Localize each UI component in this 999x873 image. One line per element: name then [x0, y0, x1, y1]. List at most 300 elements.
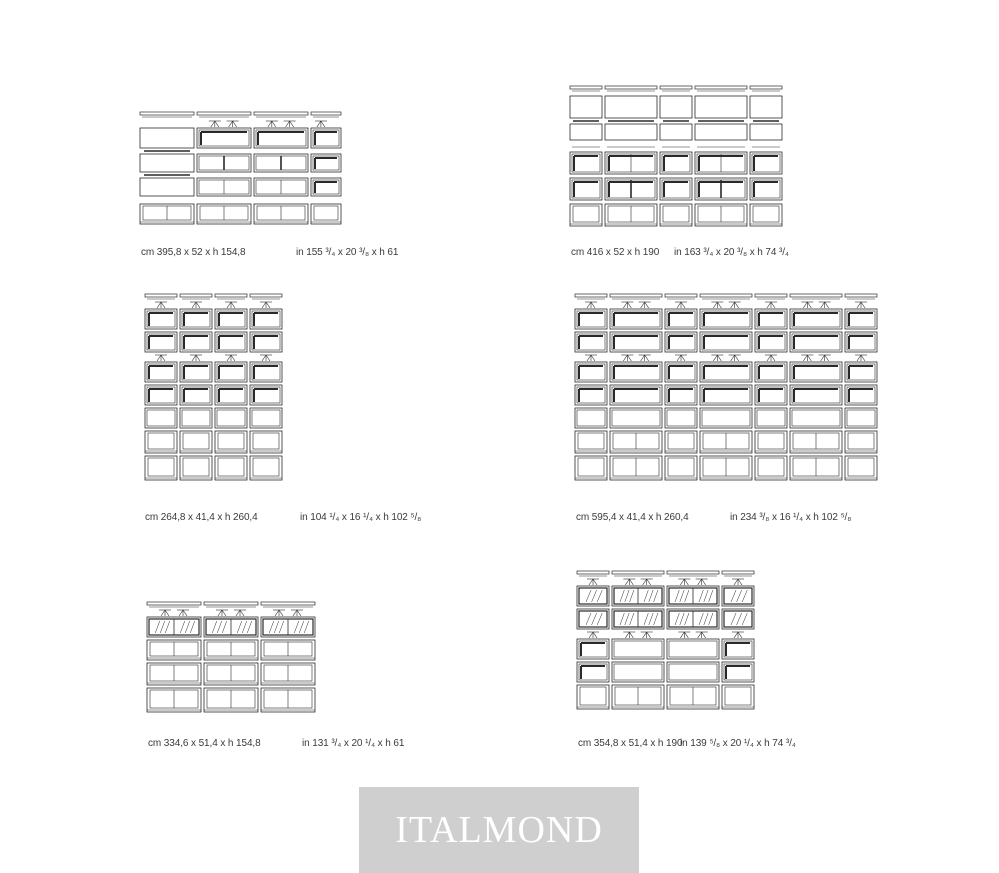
glass-hatch	[699, 613, 703, 625]
lamp-icon	[857, 302, 861, 308]
lamp-icon	[629, 579, 633, 585]
cabinet-module	[612, 639, 664, 659]
drawer-module	[218, 458, 244, 476]
lamp-icon	[731, 302, 735, 308]
glass-hatch	[242, 621, 247, 633]
top-rail	[250, 294, 282, 297]
drawer-module	[573, 206, 599, 222]
glass-hatch	[649, 613, 653, 625]
lamp-icon	[717, 302, 721, 308]
glass-hatch	[731, 613, 736, 625]
top-rail	[695, 86, 747, 89]
lamp-icon	[627, 355, 631, 361]
upper-panel	[750, 96, 782, 118]
cabinet-module	[700, 408, 752, 428]
cabinet-module	[667, 410, 695, 426]
top-rail	[610, 294, 662, 297]
glass-hatch	[592, 613, 597, 625]
elevation-drawing	[577, 571, 762, 724]
top-rail	[790, 294, 842, 297]
glass-hatch	[185, 621, 190, 633]
cabinet-module	[755, 408, 787, 428]
lamp-icon	[771, 355, 775, 361]
brand-logo	[359, 787, 639, 873]
glass-hatch	[155, 621, 160, 633]
lamp-icon	[821, 302, 825, 308]
glass-hatch	[685, 613, 689, 625]
lamp-icon	[735, 302, 739, 308]
configuration-1	[140, 110, 345, 230]
cabinet-module	[702, 410, 750, 426]
open-shelf	[140, 178, 194, 196]
drawer-module	[577, 685, 609, 709]
glass-hatch	[644, 613, 648, 625]
lamp-icon	[272, 121, 276, 127]
upper-panel	[605, 96, 657, 118]
lamp-icon	[713, 302, 717, 308]
lamp-icon	[229, 121, 233, 127]
lamp-icon	[589, 579, 593, 585]
drawer-module	[665, 456, 697, 480]
glass-cabinet	[722, 609, 754, 629]
top-rail	[197, 112, 251, 115]
lamp-icon	[641, 302, 645, 308]
lamp-icon	[183, 610, 187, 616]
lamp-icon	[713, 355, 717, 361]
glass-hatch	[630, 613, 634, 625]
drawer-module	[725, 687, 751, 705]
glass-hatch	[742, 613, 747, 625]
lamp-icon	[625, 579, 629, 585]
glass-hatch	[731, 590, 736, 602]
glass-hatch	[597, 590, 602, 602]
lamp-icon	[262, 302, 266, 308]
lamp-icon	[591, 302, 595, 308]
top-rail	[750, 86, 782, 89]
elevation-drawing	[147, 602, 317, 724]
drawer-module	[758, 458, 784, 476]
top-rail	[254, 112, 308, 115]
lamp-icon	[589, 632, 593, 638]
lamp-icon	[734, 579, 738, 585]
top-rail	[147, 602, 201, 605]
lamp-icon	[680, 579, 684, 585]
drawer-module	[578, 458, 604, 476]
glass-hatch	[304, 621, 309, 633]
drawer-module	[663, 206, 689, 222]
lamp-icon	[240, 610, 244, 616]
lamp-icon	[321, 121, 325, 127]
top-rail	[311, 112, 341, 115]
glass-hatch	[620, 590, 624, 602]
lamp-icon	[680, 632, 684, 638]
lamp-icon	[211, 121, 215, 127]
glass-hatch	[586, 613, 591, 625]
cabinet-module	[665, 408, 697, 428]
lamp-icon	[645, 302, 649, 308]
cabinet-module	[147, 410, 175, 426]
cabinet-module	[667, 639, 719, 659]
lamp-icon	[591, 355, 595, 361]
drawer-module	[665, 431, 697, 453]
lamp-icon	[681, 302, 685, 308]
lamp-icon	[196, 302, 200, 308]
glass-hatch	[180, 621, 185, 633]
lamp-icon	[266, 302, 270, 308]
elevation-drawing	[145, 294, 287, 499]
lamp-icon	[643, 632, 647, 638]
glass-cabinet	[579, 611, 607, 627]
drawer-module	[148, 458, 174, 476]
cabinet-module	[610, 408, 662, 428]
lamp-icon	[161, 355, 165, 361]
top-rail	[845, 294, 877, 297]
glass-hatch	[247, 621, 252, 633]
lamp-icon	[587, 355, 591, 361]
top-rail	[660, 86, 692, 89]
lamp-icon	[684, 632, 688, 638]
lamp-icon	[861, 355, 865, 361]
cabinet-module	[669, 641, 717, 657]
glass-hatch	[160, 621, 165, 633]
drawer-module	[183, 433, 209, 449]
lamp-icon	[803, 302, 807, 308]
cabinet-module	[847, 410, 875, 426]
dimensions-imperial: in 234 ³/₈ x 16 ¹/₄ x h 102 ⁵/₈	[730, 512, 852, 523]
drawer-module	[180, 456, 212, 480]
upper-panel	[695, 96, 747, 118]
drawer-module	[575, 456, 607, 480]
dimensions-imperial: in 131 ³/₄ x 20 ¹/₄ x h 61	[302, 738, 405, 749]
open-shelf	[140, 154, 194, 172]
cabinet-module	[252, 410, 280, 426]
glass-hatch	[654, 613, 658, 625]
cabinet-module	[757, 410, 785, 426]
drawer-module	[755, 456, 787, 480]
cabinet-module	[577, 410, 605, 426]
lamp-icon	[735, 355, 739, 361]
lamp-icon	[157, 302, 161, 308]
lamp-icon	[767, 355, 771, 361]
open-shelf	[140, 128, 194, 148]
dimensions-metric: cm 395,8 x 52 x h 154,8	[141, 247, 246, 258]
lamp-icon	[623, 355, 627, 361]
glass-hatch	[649, 590, 653, 602]
lamp-icon	[179, 610, 183, 616]
lamp-icon	[647, 579, 651, 585]
glass-hatch	[625, 590, 629, 602]
lamp-icon	[275, 610, 279, 616]
lamp-icon	[157, 355, 161, 361]
lamp-icon	[647, 632, 651, 638]
top-rail	[665, 294, 697, 297]
cabinet-module	[792, 410, 840, 426]
lamp-icon	[218, 610, 222, 616]
glass-hatch	[165, 621, 170, 633]
upper-panel	[695, 124, 747, 140]
lamp-icon	[236, 610, 240, 616]
dimensions-metric: cm 354,8 x 51,4 x h 190	[578, 738, 683, 749]
drawer-module	[578, 433, 604, 449]
cabinet-module	[790, 408, 842, 428]
lamp-icon	[803, 355, 807, 361]
lamp-icon	[317, 121, 321, 127]
lamp-icon	[641, 355, 645, 361]
glass-cabinet	[579, 588, 607, 604]
lamp-icon	[771, 302, 775, 308]
cabinet-module	[182, 410, 210, 426]
glass-hatch	[586, 590, 591, 602]
lamp-icon	[196, 355, 200, 361]
upper-panel	[660, 124, 692, 140]
glass-hatch	[699, 590, 703, 602]
glass-hatch	[704, 590, 708, 602]
cabinet-module	[215, 408, 247, 428]
lamp-icon	[161, 610, 165, 616]
dimensions-metric: cm 334,6 x 51,4 x h 154,8	[148, 738, 261, 749]
lamp-icon	[623, 302, 627, 308]
cabinet-module	[612, 410, 660, 426]
glass-hatch	[592, 590, 597, 602]
lamp-icon	[593, 632, 597, 638]
cabinet-module	[612, 662, 664, 682]
top-rail	[140, 112, 194, 115]
lamp-icon	[279, 610, 283, 616]
lamp-icon	[215, 121, 219, 127]
drawer-module	[570, 204, 602, 226]
glass-hatch	[625, 613, 629, 625]
drawer-module	[253, 433, 279, 449]
lamp-icon	[738, 579, 742, 585]
glass-hatch	[630, 590, 634, 602]
glass-hatch	[680, 613, 684, 625]
glass-cabinet	[577, 609, 609, 629]
drawer-module	[311, 204, 341, 224]
glass-hatch	[654, 590, 658, 602]
configuration-5	[147, 602, 317, 724]
glass-hatch	[597, 613, 602, 625]
lamp-icon	[192, 355, 196, 361]
cabinet-module	[669, 664, 717, 680]
glass-hatch	[190, 621, 195, 633]
top-rail	[755, 294, 787, 297]
glass-hatch	[675, 613, 679, 625]
glass-hatch	[212, 621, 217, 633]
glass-hatch	[274, 621, 279, 633]
drawer-module	[145, 456, 177, 480]
drawer-module	[668, 458, 694, 476]
drawer-module	[575, 431, 607, 453]
lamp-icon	[231, 302, 235, 308]
upper-panel	[605, 124, 657, 140]
glass-hatch	[222, 621, 227, 633]
lamp-icon	[734, 632, 738, 638]
glass-hatch	[685, 590, 689, 602]
dimensions-metric: cm 595,4 x 41,4 x h 260,4	[576, 512, 689, 523]
cabinet-module	[667, 662, 719, 682]
top-rail	[700, 294, 752, 297]
drawer-module	[668, 433, 694, 449]
lamp-icon	[698, 632, 702, 638]
drawer-module	[580, 687, 606, 705]
lamp-icon	[227, 355, 231, 361]
glass-hatch	[680, 590, 684, 602]
glass-hatch	[737, 613, 742, 625]
upper-panel	[660, 96, 692, 118]
lamp-icon	[702, 579, 706, 585]
dimensions-imperial: in 163 ³/₄ x 20 ³/₈ x h 74 ³/₄	[674, 247, 789, 258]
lamp-icon	[807, 302, 811, 308]
top-rail	[180, 294, 212, 297]
lamp-icon	[290, 121, 294, 127]
lamp-icon	[192, 302, 196, 308]
lamp-icon	[587, 302, 591, 308]
lamp-icon	[286, 121, 290, 127]
elevation-drawing	[570, 86, 790, 231]
configuration-3	[145, 294, 287, 499]
glass-hatch	[217, 621, 222, 633]
lamp-icon	[717, 355, 721, 361]
drawer-module	[845, 431, 877, 453]
cabinet-module	[614, 664, 662, 680]
glass-hatch	[269, 621, 274, 633]
drawer-module	[758, 433, 784, 449]
upper-panel	[570, 96, 602, 118]
top-rail	[204, 602, 258, 605]
dimensions-imperial: in 104 ¹/₄ x 16 ¹/₄ x h 102 ⁵/₈	[300, 512, 422, 523]
drawer-module	[848, 433, 874, 449]
top-rail	[722, 571, 754, 574]
lamp-icon	[677, 302, 681, 308]
dimensions-imperial: in 155 ³/₄ x 20 ³/₈ x h 61	[296, 247, 399, 258]
drawer-module	[753, 206, 779, 222]
drawer-module	[148, 433, 174, 449]
drawer-module	[314, 206, 338, 220]
drawer-module	[215, 431, 247, 453]
drawer-module	[183, 458, 209, 476]
lamp-icon	[677, 355, 681, 361]
top-rail	[215, 294, 247, 297]
lamp-icon	[227, 302, 231, 308]
lamp-icon	[825, 302, 829, 308]
cabinet-module	[180, 408, 212, 428]
lamp-icon	[231, 355, 235, 361]
lamp-icon	[857, 355, 861, 361]
elevation-drawing	[140, 110, 345, 230]
lamp-icon	[821, 355, 825, 361]
glass-hatch	[299, 621, 304, 633]
glass-cabinet	[722, 586, 754, 606]
glass-hatch	[737, 590, 742, 602]
lamp-icon	[684, 579, 688, 585]
upper-panel	[570, 124, 602, 140]
lamp-icon	[629, 632, 633, 638]
glass-hatch	[704, 613, 708, 625]
lamp-icon	[266, 355, 270, 361]
lamp-icon	[702, 632, 706, 638]
dimensions-imperial: in 139 ⁵/₈ x 20 ¹/₄ x h 74 ³/₄	[680, 738, 796, 749]
drawer-module	[750, 204, 782, 226]
cabinet-module	[217, 410, 245, 426]
top-rail	[605, 86, 657, 89]
drawer-module	[218, 433, 244, 449]
configuration-4	[575, 294, 885, 499]
lamp-icon	[807, 355, 811, 361]
cabinet-module	[145, 408, 177, 428]
lamp-icon	[627, 302, 631, 308]
drawer-module	[250, 431, 282, 453]
lamp-icon	[262, 355, 266, 361]
glass-cabinet	[577, 586, 609, 606]
lamp-icon	[645, 355, 649, 361]
lamp-icon	[268, 121, 272, 127]
lamp-icon	[293, 610, 297, 616]
top-rail	[575, 294, 607, 297]
drawer-module	[660, 204, 692, 226]
dimensions-metric: cm 416 x 52 x h 190	[571, 247, 660, 258]
glass-hatch	[237, 621, 242, 633]
top-rail	[667, 571, 719, 574]
lamp-icon	[767, 302, 771, 308]
lamp-icon	[681, 355, 685, 361]
lamp-icon	[738, 632, 742, 638]
glass-hatch	[675, 590, 679, 602]
lamp-icon	[297, 610, 301, 616]
lamp-icon	[625, 632, 629, 638]
lamp-icon	[698, 579, 702, 585]
lamp-icon	[731, 355, 735, 361]
drawer-module	[722, 685, 754, 709]
lamp-icon	[222, 610, 226, 616]
drawer-module	[145, 431, 177, 453]
cabinet-module	[250, 408, 282, 428]
configuration-6	[577, 571, 762, 724]
lamp-icon	[233, 121, 237, 127]
lamp-icon	[593, 579, 597, 585]
brand-wordmark: ITALMOND	[395, 809, 603, 851]
glass-hatch	[709, 613, 713, 625]
lamp-icon	[643, 579, 647, 585]
glass-cabinet	[724, 588, 752, 604]
glass-hatch	[742, 590, 747, 602]
glass-hatch	[294, 621, 299, 633]
cabinet-module	[575, 408, 607, 428]
configuration-2	[570, 86, 790, 231]
top-rail	[570, 86, 602, 89]
drawer-module	[215, 456, 247, 480]
lamp-icon	[161, 302, 165, 308]
drawer-module	[845, 456, 877, 480]
drawer-module	[253, 458, 279, 476]
top-rail	[612, 571, 664, 574]
drawer-module	[848, 458, 874, 476]
lamp-icon	[861, 302, 865, 308]
glass-hatch	[620, 613, 624, 625]
upper-panel	[750, 124, 782, 140]
lamp-icon	[165, 610, 169, 616]
drawer-module	[180, 431, 212, 453]
glass-hatch	[279, 621, 284, 633]
lamp-icon	[825, 355, 829, 361]
drawer-module	[250, 456, 282, 480]
glass-hatch	[644, 590, 648, 602]
top-rail	[145, 294, 177, 297]
drawer-module	[755, 431, 787, 453]
cabinet-module	[845, 408, 877, 428]
glass-cabinet	[724, 611, 752, 627]
elevation-drawing	[575, 294, 885, 499]
cabinet-module	[614, 641, 662, 657]
